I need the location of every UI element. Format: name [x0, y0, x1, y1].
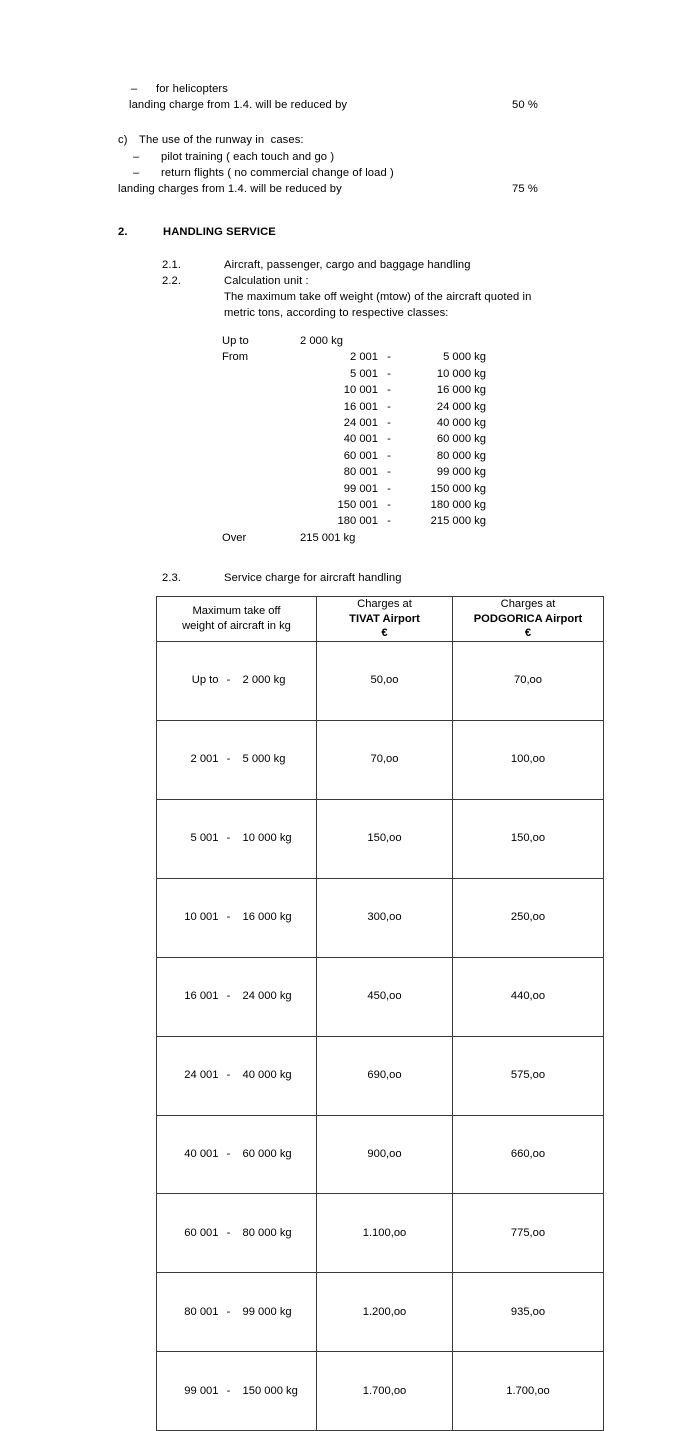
item-2-1-text: Aircraft, passenger, cargo and baggage handling — [224, 259, 471, 271]
cell-tivat-charge: 690,oo — [317, 1036, 453, 1115]
cell-tivat-charge: 1.100,oo — [317, 1194, 453, 1273]
range-from: 5 001 — [190, 831, 219, 844]
weight-class-row — [222, 484, 552, 500]
weight-class-to: 60 000 kg — [436, 433, 486, 446]
range-dash: - — [226, 752, 231, 765]
weight-class-dash: - — [387, 515, 391, 528]
range-to: 5 000 kg — [242, 752, 286, 765]
weight-class-dash: - — [387, 466, 391, 479]
helicopter-bullet-label: for helicopters — [156, 83, 228, 95]
weight-class-to: 150 000 kg — [430, 482, 486, 495]
weight-class-label: Over — [222, 531, 247, 544]
range-to: 24 000 kg — [242, 989, 292, 1002]
table-header-row — [157, 597, 604, 642]
range-dash: - — [226, 1226, 231, 1239]
table-row — [157, 799, 604, 878]
table-row — [157, 1194, 604, 1273]
cell-podgorica-charge: 1.700,oo — [453, 1352, 604, 1431]
header-weight-line-2: weight of aircraft in kg — [182, 619, 291, 632]
calc-paragraph-line-1: The maximum take off weight (mtow) of the aircraft quoted in — [224, 291, 532, 303]
weight-class-row — [222, 352, 552, 368]
weight-class-dash: - — [387, 482, 391, 495]
cell-tivat-charge: 150,oo — [317, 799, 453, 878]
header-tivat-line-2: TIVAT Airport — [349, 612, 420, 625]
section-c-charge-text: landing charges from 1.4. will be reduced by — [118, 183, 342, 195]
weight-class-from: 5 001 — [350, 367, 378, 380]
cell-podgorica-charge: 660,oo — [453, 1115, 604, 1194]
range-dash: - — [226, 1147, 231, 1160]
weight-class-dash: - — [387, 433, 391, 446]
weight-class-label: From — [222, 351, 249, 364]
item-2-2-number: 2.2. — [162, 275, 182, 287]
weight-class-dash: - — [387, 351, 391, 364]
range-dash: - — [226, 989, 231, 1002]
range-from: 24 001 — [184, 1068, 219, 1081]
cell-tivat-charge: 900,oo — [317, 1115, 453, 1194]
weight-class-to: 10 000 kg — [436, 367, 486, 380]
weight-class-single: 2 000 kg — [300, 335, 343, 347]
range-to: 10 000 kg — [242, 831, 292, 844]
weight-class-dash: - — [387, 449, 391, 462]
range-to: 60 000 kg — [242, 1147, 292, 1160]
weight-class-row — [222, 402, 552, 418]
table-row — [157, 1036, 604, 1115]
weight-class-row — [222, 336, 552, 352]
range-to: 2 000 kg — [242, 673, 286, 686]
header-weight-line-1: Maximum take off — [192, 604, 281, 617]
helicopter-charge-text: landing charge from 1.4. will be reduced by — [129, 99, 348, 111]
cell-podgorica-charge: 70,oo — [453, 641, 604, 720]
table-row — [157, 641, 604, 720]
range-from: Up to — [191, 673, 219, 686]
weight-class-dash: - — [387, 400, 391, 413]
weight-class-from: 99 001 — [343, 482, 378, 495]
range-to: 99 000 kg — [242, 1305, 292, 1318]
weight-class-row — [222, 418, 552, 434]
range-to: 16 000 kg — [242, 910, 292, 923]
cell-podgorica-charge: 440,oo — [453, 957, 604, 1036]
weight-class-dash: - — [387, 498, 391, 511]
cell-weight-range — [157, 720, 317, 799]
header-tivat-currency: € — [381, 627, 388, 640]
weight-class-single: 215 001 kg — [300, 531, 356, 544]
cell-podgorica-charge: 100,oo — [453, 720, 604, 799]
cell-tivat-charge: 450,oo — [317, 957, 453, 1036]
service-charge-table — [156, 596, 604, 1431]
weight-class-row — [222, 369, 552, 385]
weight-class-to: 99 000 kg — [436, 466, 486, 479]
weight-class-from: 80 001 — [343, 466, 378, 479]
table-row — [157, 720, 604, 799]
header-weight-column — [157, 597, 317, 642]
cell-weight-range — [157, 641, 317, 720]
cell-weight-range — [157, 1273, 317, 1352]
table-row — [157, 1115, 604, 1194]
cell-weight-range — [157, 1194, 317, 1273]
table-row — [157, 1352, 604, 1431]
section-c-charge-value: 75 % — [512, 183, 538, 195]
cell-tivat-charge: 50,oo — [317, 641, 453, 720]
table-row — [157, 878, 604, 957]
weight-class-to: 5 000 kg — [443, 351, 486, 364]
cell-podgorica-charge: 935,oo — [453, 1273, 604, 1352]
cell-podgorica-charge: 250,oo — [453, 878, 604, 957]
range-to: 40 000 kg — [242, 1068, 292, 1081]
table-row — [157, 1273, 604, 1352]
cell-podgorica-charge: 150,oo — [453, 799, 604, 878]
cell-tivat-charge: 300,oo — [317, 878, 453, 957]
range-dash: - — [226, 1068, 231, 1081]
weight-class-to: 80 000 kg — [436, 449, 486, 462]
section-c-title: The use of the runway in cases: — [139, 134, 304, 146]
weight-class-to: 180 000 kg — [430, 498, 486, 511]
weight-class-row — [222, 434, 552, 450]
weight-class-from: 16 001 — [343, 400, 378, 413]
range-from: 60 001 — [184, 1226, 219, 1239]
range-from: 80 001 — [184, 1305, 219, 1318]
weight-class-row — [222, 533, 552, 549]
range-dash: - — [226, 910, 231, 923]
range-dash: - — [226, 673, 231, 686]
item-2-3-text: Service charge for aircraft handling — [224, 572, 402, 584]
cell-podgorica-charge: 575,oo — [453, 1036, 604, 1115]
header-podgorica-line-2: PODGORICA Airport — [473, 612, 583, 625]
range-from: 16 001 — [184, 989, 219, 1002]
cell-weight-range — [157, 1036, 317, 1115]
range-from: 40 001 — [184, 1147, 219, 1160]
weight-class-from: 2 001 — [350, 351, 378, 364]
section-c-item-1-text: return flights ( no commercial change of load ) — [161, 167, 394, 179]
header-podgorica-line-1: Charges at — [500, 598, 556, 610]
section-2-number: 2. — [118, 226, 128, 238]
cell-tivat-charge: 1.200,oo — [317, 1273, 453, 1352]
weight-class-to: 24 000 kg — [436, 400, 486, 413]
range-dash: - — [226, 831, 231, 844]
cell-weight-range — [157, 799, 317, 878]
weight-class-to: 16 000 kg — [436, 384, 486, 397]
weight-class-from: 60 001 — [343, 449, 378, 462]
weight-class-dash: - — [387, 367, 391, 380]
table-row — [157, 957, 604, 1036]
header-podgorica-currency: € — [524, 627, 532, 640]
weight-class-row — [222, 467, 552, 483]
weight-class-to: 40 000 kg — [436, 416, 486, 429]
weight-class-from: 40 001 — [343, 433, 378, 446]
header-tivat-column — [317, 597, 453, 642]
cell-weight-range — [157, 1115, 317, 1194]
cell-tivat-charge: 70,oo — [317, 720, 453, 799]
cell-podgorica-charge: 775,oo — [453, 1194, 604, 1273]
weight-class-row — [222, 516, 552, 532]
range-to: 150 000 kg — [242, 1384, 298, 1397]
item-2-1-number: 2.1. — [162, 259, 182, 271]
cell-weight-range — [157, 957, 317, 1036]
item-2-3-number: 2.3. — [162, 572, 182, 584]
weight-class-row — [222, 385, 552, 401]
weight-class-from: 10 001 — [343, 384, 378, 397]
section-c-item-0-dash: – — [133, 151, 140, 163]
section-c-item-1-dash: – — [133, 167, 140, 179]
helicopter-bullet-dash: – — [131, 83, 138, 95]
calc-paragraph-line-2: metric tons, according to respective classes: — [224, 307, 449, 319]
weight-class-to: 215 000 kg — [430, 515, 486, 528]
weight-class-dash: - — [387, 384, 391, 397]
cell-weight-range — [157, 1352, 317, 1431]
weight-class-row — [222, 451, 552, 467]
range-from: 2 001 — [190, 752, 219, 765]
range-to: 80 000 kg — [242, 1226, 292, 1239]
weight-class-dash: - — [387, 416, 391, 429]
weight-class-from: 24 001 — [343, 416, 378, 429]
weight-class-row — [222, 500, 552, 516]
range-from: 10 001 — [184, 910, 219, 923]
cell-tivat-charge: 1.700,oo — [317, 1352, 453, 1431]
section-2-heading: HANDLING SERVICE — [163, 226, 276, 238]
item-2-2-text: Calculation unit : — [224, 275, 309, 287]
section-c-marker: c) — [118, 134, 128, 146]
range-from: 99 001 — [184, 1384, 219, 1397]
weight-class-label: Up to — [222, 335, 249, 347]
header-tivat-line-1: Charges at — [357, 598, 412, 610]
helicopter-charge-value: 50 % — [512, 99, 538, 111]
section-c-item-0-text: pilot training ( each touch and go ) — [161, 151, 335, 163]
range-dash: - — [226, 1305, 231, 1318]
cell-weight-range — [157, 878, 317, 957]
range-dash: - — [226, 1384, 231, 1397]
header-podgorica-column — [453, 597, 604, 642]
weight-class-from: 180 001 — [337, 515, 378, 528]
weight-class-from: 150 001 — [337, 498, 378, 511]
weight-class-list — [222, 336, 552, 549]
